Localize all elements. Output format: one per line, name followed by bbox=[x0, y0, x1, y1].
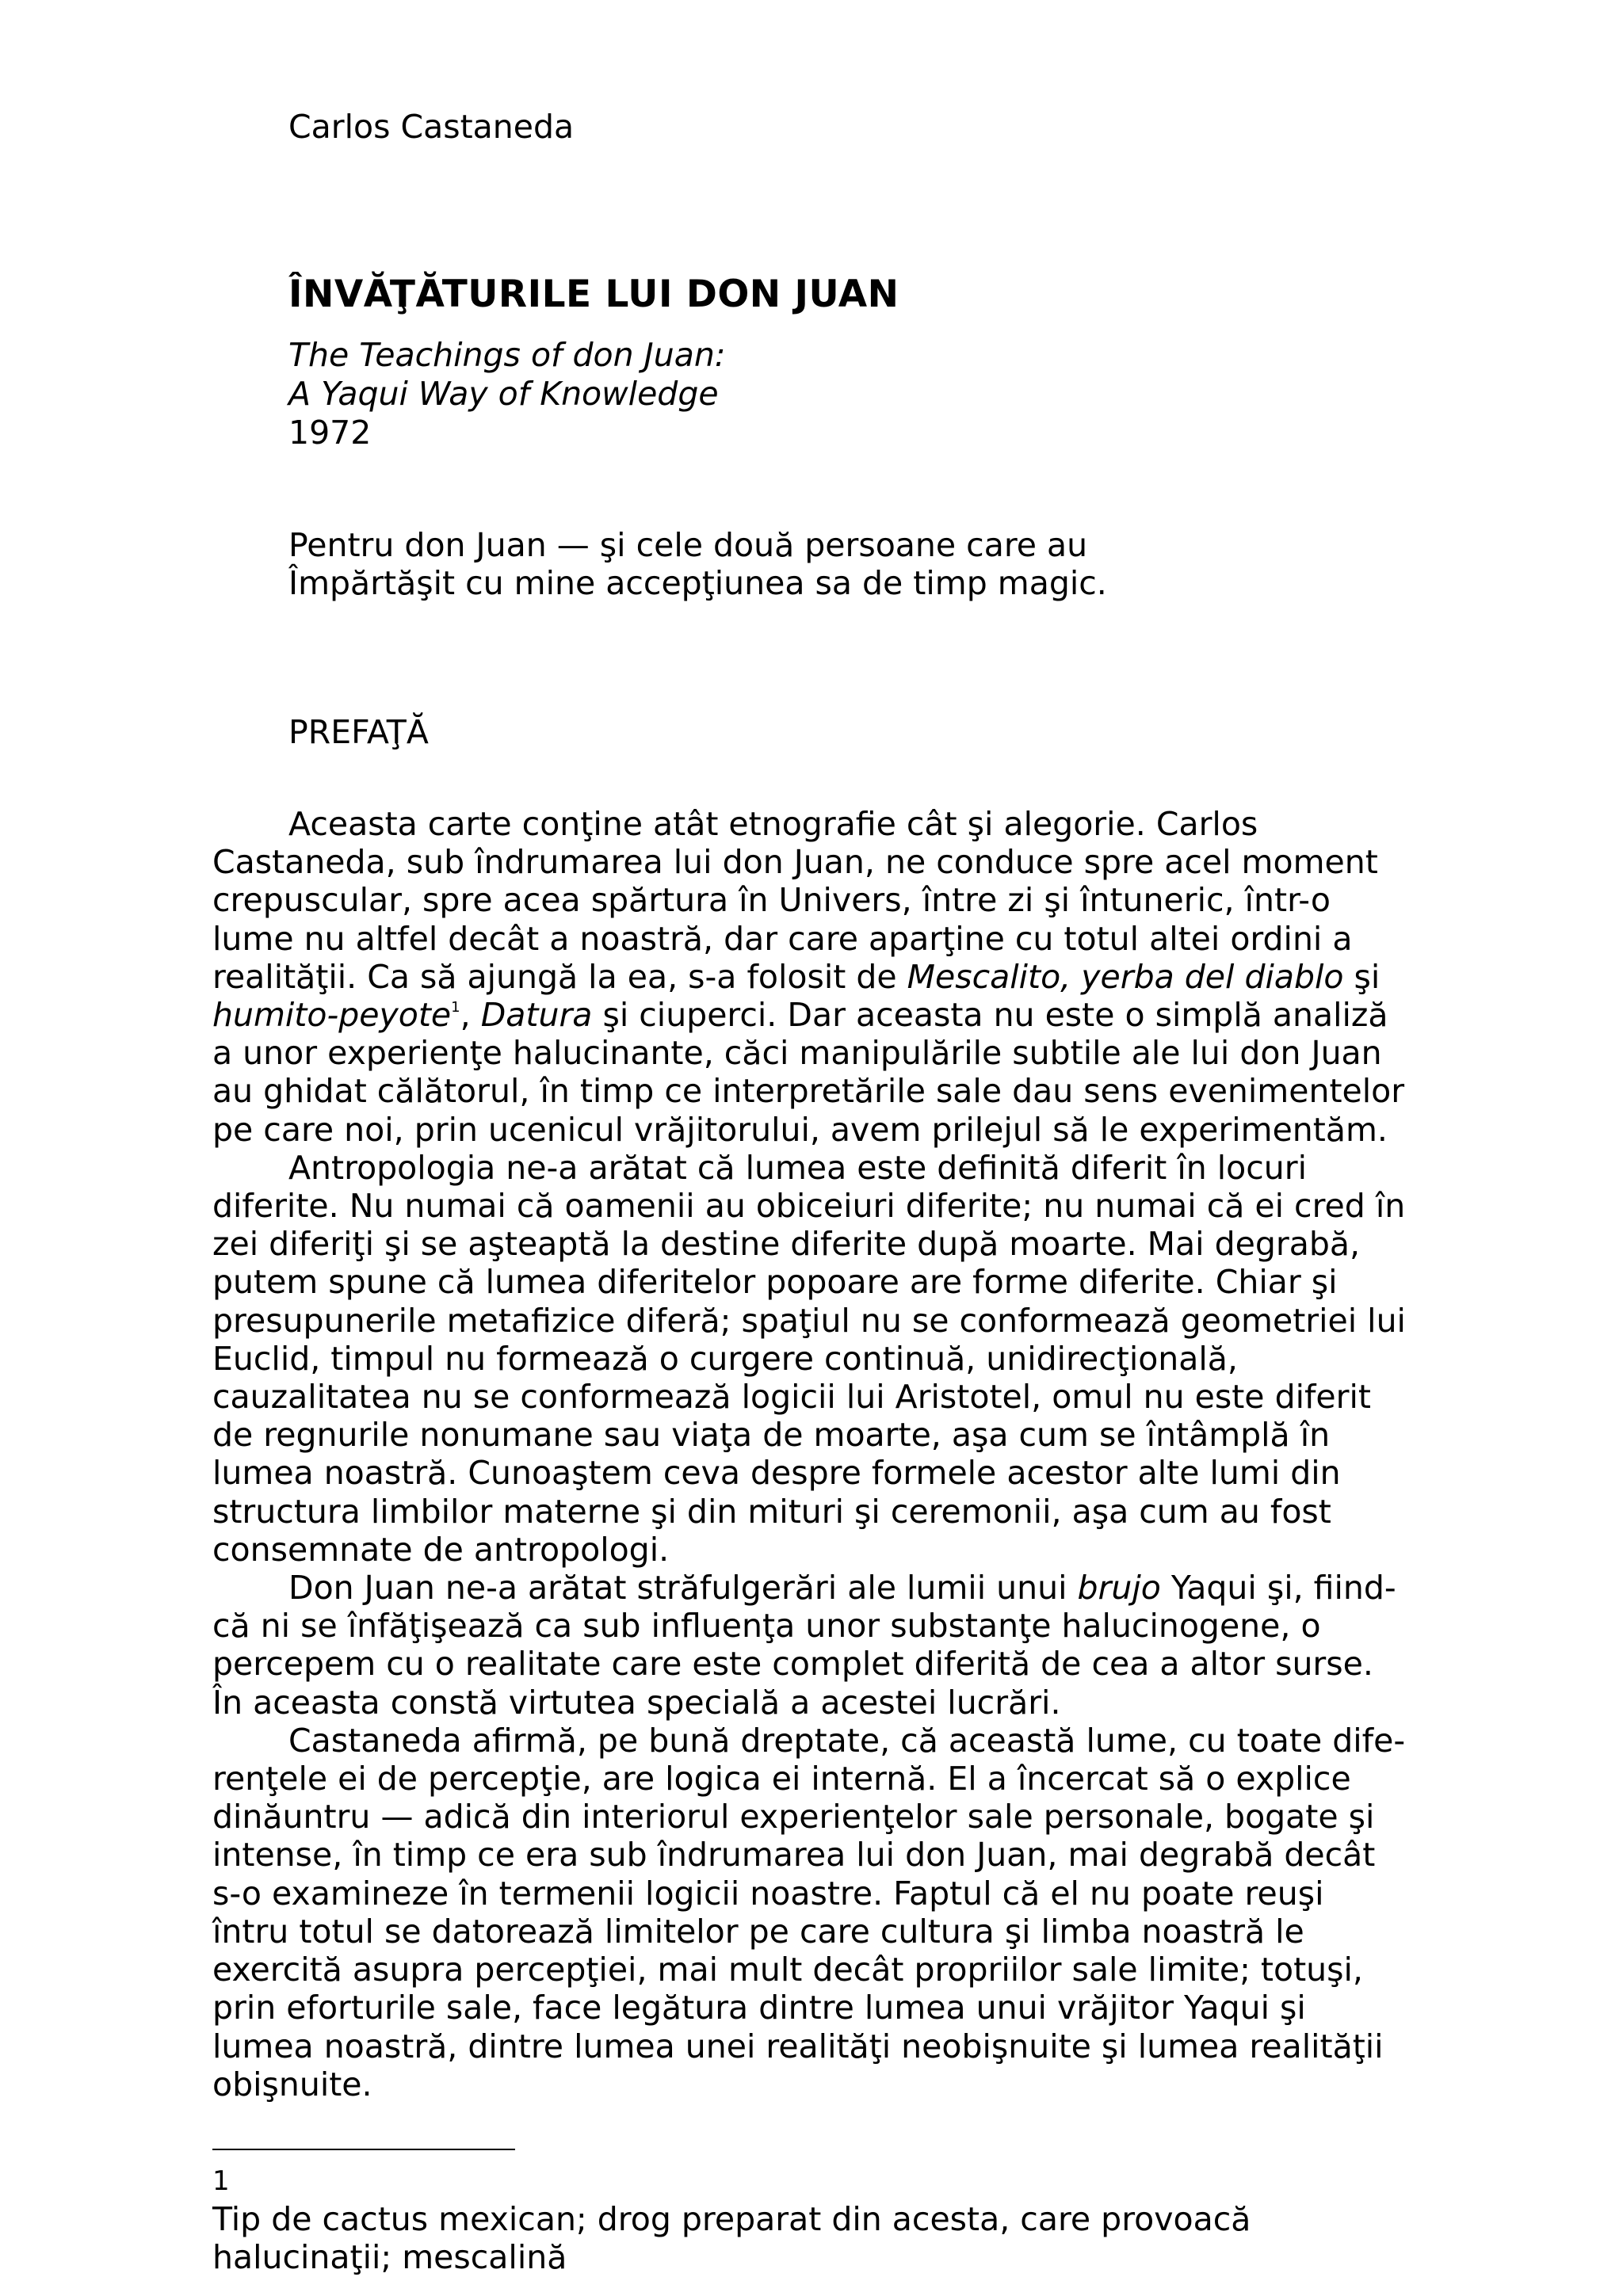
text-line: Castaneda afirmă, pe bună dreptate, că această lume, cu toate dife- bbox=[288, 1721, 1406, 1760]
author-name: Carlos Castaneda bbox=[288, 108, 575, 146]
original-title-line-2: A Yaqui Way of Knowledge bbox=[288, 375, 719, 413]
original-title-line-1: The Teachings of don Juan: bbox=[288, 336, 726, 374]
footnote bbox=[212, 2160, 1251, 2276]
dedication bbox=[288, 526, 1107, 602]
text-line: Don Juan ne-a arătat străfulgerări ale lumii unui brujo Yaqui şi, fiind- bbox=[288, 1569, 1396, 1608]
text-line: consemnate de antropologi. bbox=[212, 1530, 670, 1569]
italic-term: Mescalito, yerba del diablo bbox=[907, 957, 1344, 996]
text-line: Castaneda, sub îndrumarea lui don Juan, ne conduce spre acel moment bbox=[212, 843, 1378, 882]
preface-body bbox=[212, 805, 1433, 2103]
text-line: Aceasta carte conţine atât etnografie cât şi alegorie. Carlos bbox=[288, 805, 1258, 843]
text-line: exercită asupra percepţiei, mai mult decât propriilor sale limite; totuşi, bbox=[212, 1951, 1363, 1989]
text-line: lume nu altfel decât a noastră, dar care aparţine cu totul altei ordini a bbox=[212, 919, 1353, 958]
text-line: lumea noastră, dintre lumea unei realităţi neobişnuite şi lumea realităţii bbox=[212, 2027, 1384, 2065]
text-line: putem spune că lumea diferitelor popoare are forme diferite. Chiar şi bbox=[212, 1263, 1338, 1302]
text-line: renţele ei de percepţie, are logica ei internă. El a încercat să o explice bbox=[212, 1760, 1351, 1798]
text-line: Antropologia ne-a arătat că lumea este definită diferit în locuri bbox=[288, 1148, 1307, 1187]
text-line: de regnurile nonumane sau viaţa de moarte, aşa cum se întâmplă în bbox=[212, 1416, 1331, 1455]
footnote-number: 1 bbox=[212, 2165, 230, 2197]
text-line: crepuscular, spre acea spărtura în Univers, între zi şi întuneric, într-o bbox=[212, 881, 1331, 920]
text-line: pe care noi, prin ucenicul vrăjitorului, avem prilejul să le experimentăm. bbox=[212, 1110, 1388, 1149]
text-line: structura limbilor materne şi din mituri şi ceremonii, aşa cum au fost bbox=[212, 1492, 1331, 1531]
italic-term: brujo bbox=[1077, 1569, 1161, 1608]
footnote-line-1: 1 Tip de cactus mexican; drog preparat din acesta, care provoacă bbox=[212, 2165, 1251, 2238]
text-line: presupunerile metafizice diferă; spaţiul nu se conformează geometriei lui bbox=[212, 1301, 1406, 1340]
text-line: s-o examineze în termenii logicii noastre. Faptul că el nu poate reuşi bbox=[212, 1874, 1324, 1913]
text-line: că ni se înfăţişează ca sub influenţa unor substanţe halucinogene, o bbox=[212, 1607, 1321, 1646]
paragraph-1 bbox=[212, 805, 1433, 1149]
text-line: cauzalitatea nu se conformează logicii lui Aristotel, omul nu este diferit bbox=[212, 1378, 1371, 1417]
paragraph-3 bbox=[212, 1569, 1433, 1722]
book-title: ÎNVĂŢĂTURILE LUI DON JUAN bbox=[288, 273, 899, 316]
dedication-line-2: Împărtăşit cu mine accepţiunea sa de timp magic. bbox=[288, 564, 1107, 602]
text-line: lumea noastră. Cunoaştem ceva despre formele acestor alte lumi din bbox=[212, 1454, 1341, 1493]
text-line: obişnuite. bbox=[212, 2065, 372, 2103]
text-line: întru totul se datorează limitelor pe care cultura şi limba noastră le bbox=[212, 1912, 1304, 1951]
text-line: În aceasta constă virtutea specială a acestei lucrări. bbox=[212, 1683, 1061, 1722]
text-line: humito-peyote$^1$, Datura şi ciuperci. Dar aceasta nu este o simplă analiză bbox=[212, 996, 1388, 1035]
italic-term: humito-peyote bbox=[212, 996, 452, 1035]
text-line: Euclid, timpul nu formează o curgere continuă, unidirecţională, bbox=[212, 1339, 1238, 1378]
publication-year: 1972 bbox=[288, 414, 372, 452]
text-line: au ghidat călătorul, în timp ce interpretările sale dau sens evenimentelor bbox=[212, 1072, 1405, 1111]
section-heading: PREFAŢĂ bbox=[288, 713, 429, 751]
italic-term: Datura bbox=[480, 996, 593, 1035]
text-line: percepem cu o realitate care este complet diferită de cea a altor surse. bbox=[212, 1645, 1373, 1684]
original-title-block bbox=[288, 336, 726, 452]
text-line: intense, în timp ce era sub îndrumarea lui don Juan, mai degrabă decât bbox=[212, 1836, 1376, 1875]
text-line: a unor experienţe halucinante, căci manipulările subtile ale lui don Juan bbox=[212, 1034, 1382, 1073]
dedication-line-1: Pentru don Juan — şi cele două persoane care au bbox=[288, 526, 1088, 564]
paragraph-4 bbox=[212, 1722, 1433, 2103]
footnote-separator bbox=[212, 2149, 515, 2150]
footnote-reference[interactable]: 1 bbox=[451, 999, 460, 1016]
text-line: dinăuntru — adică din interiorul experienţelor sale personale, bogate şi bbox=[212, 1798, 1375, 1836]
footnote-line-2: halucinaţii; mescalină bbox=[212, 2238, 567, 2276]
text-line: realităţii. Ca să ajungă la ea, s-a folosit de Mescalito, yerba del diablo şi bbox=[212, 957, 1381, 996]
text-line: zei diferiţi şi se aşteaptă la destine diferite după moarte. Mai degrabă, bbox=[212, 1225, 1361, 1264]
text-line: prin eforturile sale, face legătura dintre lumea unui vrăjitor Yaqui şi bbox=[212, 1989, 1306, 2027]
text-line: diferite. Nu numai că oamenii au obiceiuri diferite; nu numai că ei cred în bbox=[212, 1187, 1406, 1226]
paragraph-2 bbox=[212, 1149, 1433, 1569]
